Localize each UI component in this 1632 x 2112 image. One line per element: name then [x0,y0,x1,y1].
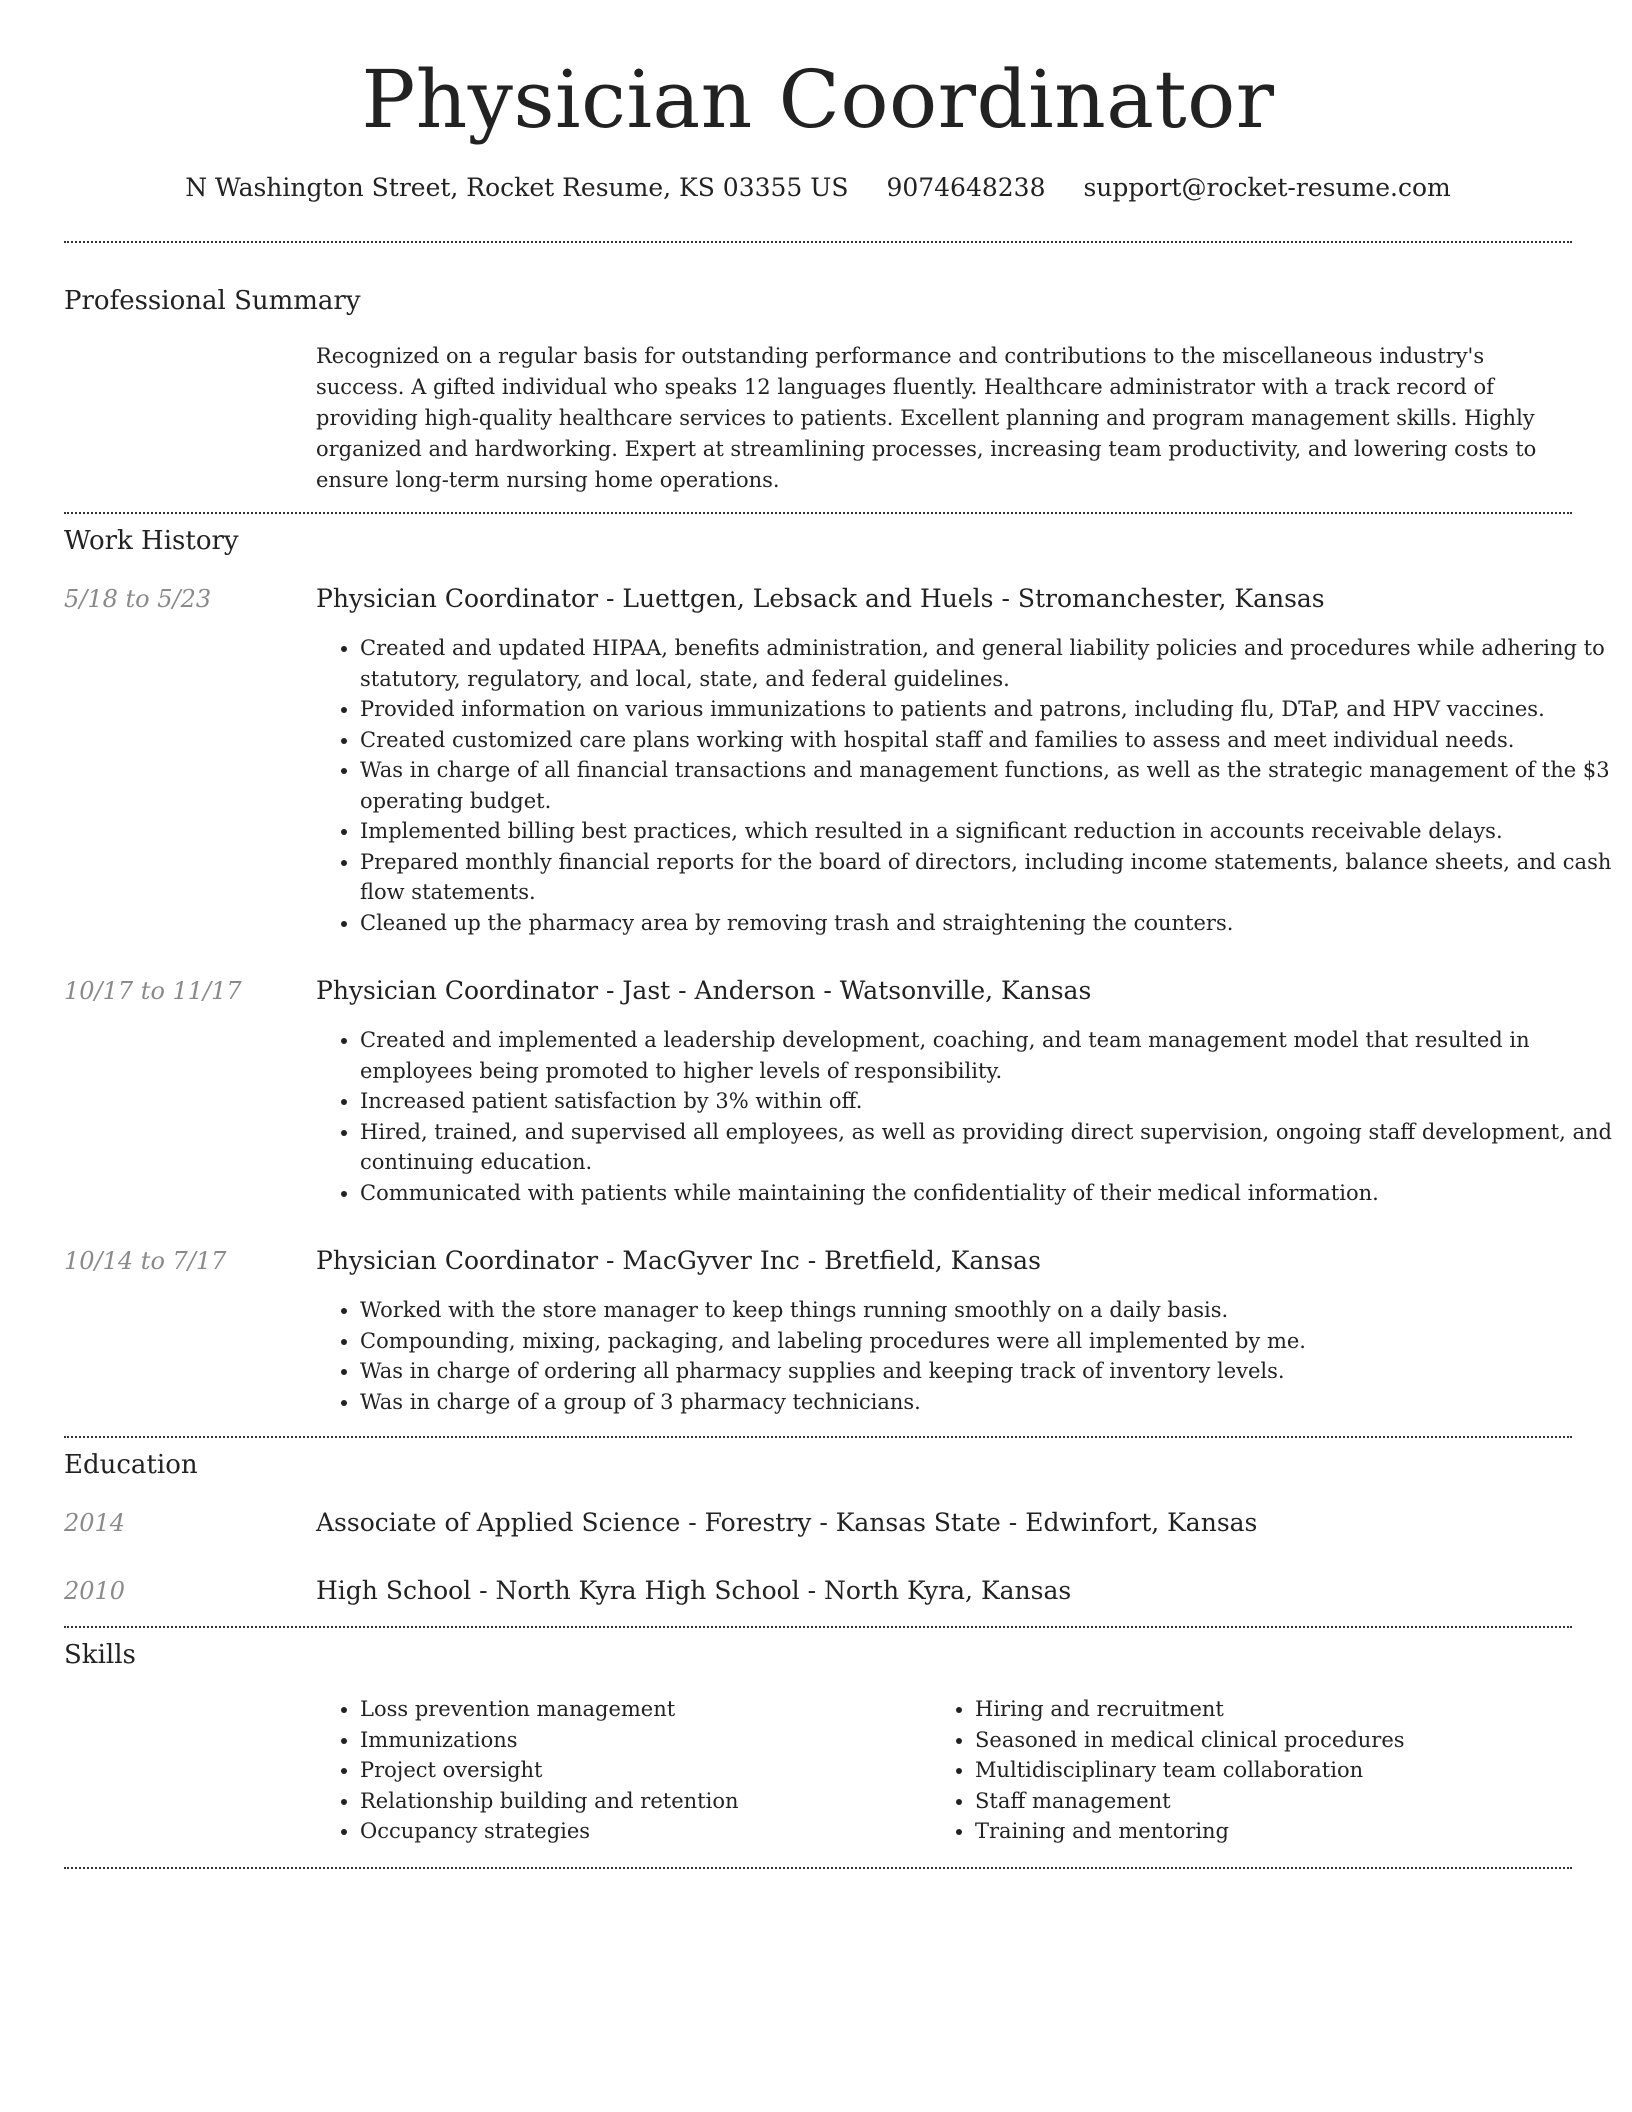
list-item: • Created and updated HIPAA, benefits administration, and general liability policies and procedures while adhering to statutory, regulatory, and local, state, and federal guidelines. [360,633,1616,694]
list-item: • Cleaned up the pharmacy area by removing trash and straightening the counters. [360,908,1616,939]
education-details: - Forestry - Kansas State - Edwinfort, Kansas [680,1508,1258,1537]
resume-name: Physician Coordinator [361,53,1275,146]
summary-text: Recognized on a regular basis for outstanding performance and contributions to the miscellaneous industry's success. A gifted individual who speaks 12 languages fluently. Healthcare administrator with a track record of providing high-quality healthcare services to patients. Excellent planning and program management skills. Highly organized and hardworking. Expert at streamlining processes, increasing team productivity, and lowering costs to ensure long-term nursing home operations. [316,344,1537,492]
list-item: • Was in charge of ordering all pharmacy supplies and keeping track of inventory levels. [360,1356,1616,1387]
section-title-skills: Skills [64,1640,136,1670]
education-heading [316,1507,1257,1539]
job-dates: 10/17 to 11/17 [64,977,242,1005]
list-item: • Loss prevention management [360,1694,960,1725]
education-year: 2014 [64,1509,126,1537]
list-item: • Created and implemented a leadership development, coaching, and team management model that resulted in employees being promoted to higher levels of responsibility. [360,1025,1616,1086]
job-dates: 5/18 to 5/23 [64,585,212,613]
resume-page [64,0,1612,1843]
section-title-education: Education [64,1450,198,1480]
section-title-summary: Professional Summary [64,286,361,316]
divider [64,1867,1572,1869]
job-dates: 10/14 to 7/17 [64,1247,227,1275]
list-item: • Prepared monthly financial reports for the board of directors, including income statements, balance sheets, and cash flow statements. [360,847,1616,908]
job-bullets [316,633,1616,938]
job-heading [316,1245,1041,1277]
skills-list-right [931,1694,1595,1847]
job-bullets [316,1295,1616,1417]
list-item: • Implemented billing best practices, which resulted in a significant reduction in accounts receivable delays. [360,816,1616,847]
section-title-work: Work History [64,526,239,556]
education-degree: Associate of Applied Science [316,1508,681,1537]
contact-phone: 9074648238 [886,173,1046,202]
list-item: • Was in charge of a group of 3 pharmacy technicians. [360,1387,1616,1418]
list-item: • Compounding, mixing, packaging, and labeling procedures were all implemented by me. [360,1326,1616,1357]
list-item: • Occupancy strategies [360,1816,960,1847]
job-role: Physician Coordinator [316,976,599,1005]
divider [64,512,1572,514]
list-item: • Worked with the store manager to keep things running smoothly on a daily basis. [360,1295,1616,1326]
education-details: - North Kyra High School - North Kyra, Kansas [471,1576,1072,1605]
contact-address: N Washington Street, Rocket Resume, KS 03355 US [185,173,849,202]
contact-line [64,172,1572,204]
list-item: • Staff management [975,1786,1595,1817]
job-bullets [316,1025,1616,1208]
job-details: - Jast - Anderson - Watsonville, Kansas [598,976,1092,1005]
list-item: • Seasoned in medical clinical procedures [975,1725,1595,1756]
divider [64,1626,1572,1628]
list-item: • Communicated with patients while maintaining the confidentiality of their medical information. [360,1178,1616,1209]
divider [64,241,1572,243]
job-heading [316,975,1091,1007]
job-details: - MacGyver Inc - Bretfield, Kansas [598,1246,1041,1275]
list-item: • Was in charge of all financial transactions and management functions, as well as the strategic management of the $3 operating budget. [360,755,1616,816]
education-year: 2010 [64,1577,126,1605]
education-heading [316,1575,1071,1607]
list-item: • Hiring and recruitment [975,1694,1595,1725]
list-item: • Relationship building and retention [360,1786,960,1817]
list-item: • Created customized care plans working with hospital staff and families to assess and meet individual needs. [360,725,1616,756]
list-item: • Multidisciplinary team collaboration [975,1755,1595,1786]
list-item: • Project oversight [360,1755,960,1786]
job-role: Physician Coordinator [316,584,599,613]
skills-list-left [316,1694,960,1847]
list-item: • Provided information on various immunizations to patients and patrons, including flu, DTaP, and HPV vaccines. [360,694,1616,725]
list-item: • Hired, trained, and supervised all employees, as well as providing direct supervision, ongoing staff development, and continuing education. [360,1117,1616,1178]
list-item: • Increased patient satisfaction by 3% within off. [360,1086,1616,1117]
job-role: Physician Coordinator [316,1246,599,1275]
divider [64,1436,1572,1438]
list-item: • Training and mentoring [975,1816,1595,1847]
job-heading [316,583,1325,615]
list-item: • Immunizations [360,1725,960,1756]
education-degree: High School [316,1576,472,1605]
job-details: - Luettgen, Lebsack and Huels - Stromanchester, Kansas [598,584,1325,613]
contact-email: support@rocket-resume.com [1083,173,1451,202]
